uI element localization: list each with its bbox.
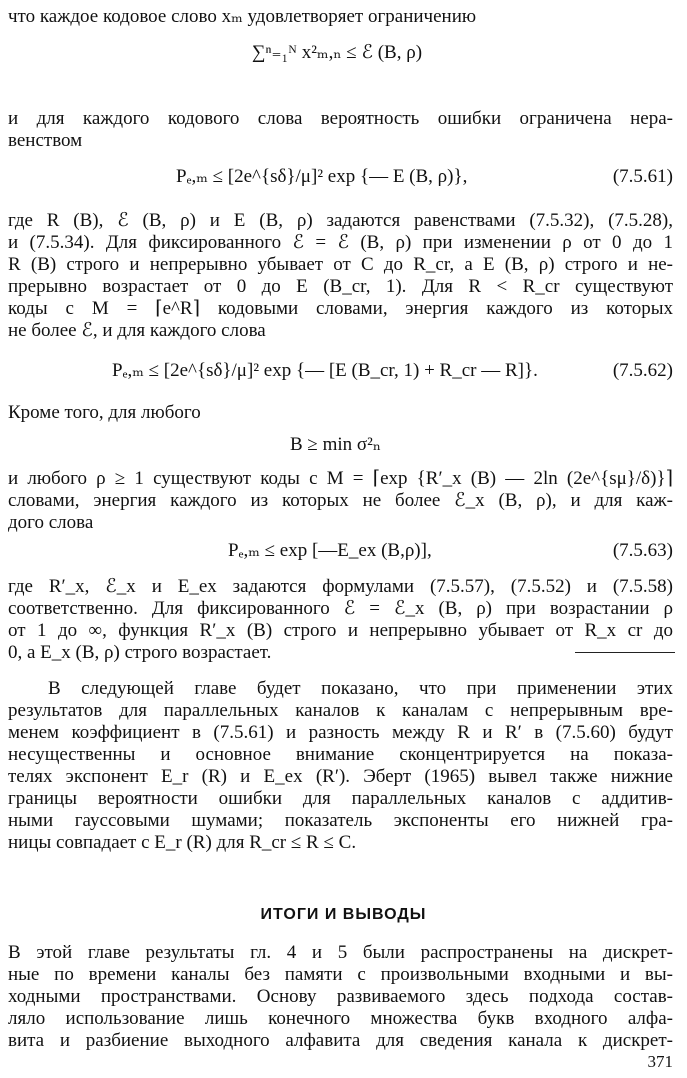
- text-line: В следующей главе будет показано, что при применении этих: [48, 678, 673, 699]
- text-line: телях экспонент E_r (R) и E_ex (R′). Эберт (1965) вывел также нижние: [8, 766, 673, 787]
- text-line: ные по времени каналы без памяти с произвольными входными и вы-: [8, 964, 673, 985]
- formula-expurgated-bound: Pₑ,ₘ ≤ exp [—E_ex (B,ρ)],: [228, 540, 432, 561]
- text-line: границы вероятности ошибки для параллельных каналов с аддитив-: [8, 788, 673, 809]
- section-heading: ИТОГИ И ВЫВОДЫ: [260, 906, 427, 923]
- text-line: Кроме того, для любого: [8, 402, 201, 423]
- text-line: ходными пространствами. Основу развиваемого здесь подхода состав-: [8, 986, 673, 1007]
- equation-number: (7.5.61): [612, 166, 673, 187]
- text-line: и любого ρ ≥ 1 существуют коды с M = ⌈exp {R′_x (B) — 2ln (2e^{sμ}/δ)}⌉: [8, 468, 673, 489]
- text-line: ницы совпадает с E_r (R) для R_cr ≤ R ≤ C.: [8, 832, 357, 853]
- text-line: несущественны и основное внимание сконцентрируется на показа-: [8, 744, 673, 765]
- formula-error-bound-2: Pₑ,ₘ ≤ [2e^{sδ}/μ]² exp {— [E (B_cr, 1) + R_cr — R]}.: [112, 360, 538, 381]
- text-line: словами, энергия каждого из которых не более ℰ_x (B, ρ), и для каж-: [8, 490, 673, 511]
- text-line: ными гауссовыми шумами; показатель экспоненты его нижней гра-: [8, 810, 673, 831]
- text-line: ляло использование лишь конечного множества букв входного алфа-: [8, 1008, 673, 1029]
- text-line: коды с M = ⌈e^R⌉ кодовыми словами, энергия каждого из которых: [8, 298, 673, 319]
- equation-number: (7.5.62): [612, 360, 673, 381]
- text-line: соответственно. Для фиксированного ℰ = ℰ_x (B, ρ) при возрастании ρ: [8, 598, 673, 619]
- text-line: что каждое кодовое слово xₘ удовлетворяет ограничению: [8, 6, 477, 27]
- text-line: где R′_x, ℰ_x и E_ex задаются формулами (7.5.57), (7.5.52) и (7.5.58): [8, 576, 673, 597]
- text-line: результатов для параллельных каналов к каналам с непрерывным вре-: [8, 700, 673, 721]
- formula-sum-constraint: ∑ⁿ₌₁ᴺ x²ₘ,ₙ ≤ ℰ (B, ρ): [252, 42, 423, 63]
- text-line: венством: [8, 130, 83, 151]
- text-line: и (7.5.34). Для фиксированного ℰ = ℰ (B, ρ) при изменении ρ от 0 до 1: [8, 232, 673, 253]
- text-line: вита и разбиение выходного алфавита для сведения канала к дискрет-: [8, 1030, 673, 1051]
- text-line: не более ℰ, и для каждого слова: [8, 320, 266, 341]
- formula-min-sigma: B ≥ min σ²ₙ: [290, 434, 382, 455]
- text-line: R (B) строго и непрерывно убывает от C до R_cr, а E (B, ρ) строго и не-: [8, 254, 673, 275]
- text-line: дого слова: [8, 512, 94, 533]
- text-line: и для каждого кодового слова вероятность ошибки ограничена нера-: [8, 108, 673, 129]
- section-divider: [575, 652, 675, 653]
- text-line: прерывно возрастает от 0 до E (B_cr, 1). Для R < R_cr существуют: [8, 276, 673, 297]
- text-line: В этой главе результаты гл. 4 и 5 были распространены на дискрет-: [8, 942, 673, 963]
- equation-number: (7.5.63): [612, 540, 673, 561]
- page-number: 371: [647, 1052, 673, 1071]
- formula-error-bound: Pₑ,ₘ ≤ [2e^{sδ}/μ]² exp {— E (B, ρ)},: [176, 166, 468, 187]
- text-line: менем коэффициент в (7.5.61) и разность между R и R′ в (7.5.60) будут: [8, 722, 673, 743]
- text-line: где R (B), ℰ (B, ρ) и E (B, ρ) задаются равенствами (7.5.32), (7.5.28),: [8, 210, 673, 231]
- text-line: от 1 до ∞, функция R′_x (B) строго и непрерывно убывает от R_x cr до: [8, 620, 673, 641]
- text-line: 0, а E_x (B, ρ) строго возрастает.: [8, 642, 272, 663]
